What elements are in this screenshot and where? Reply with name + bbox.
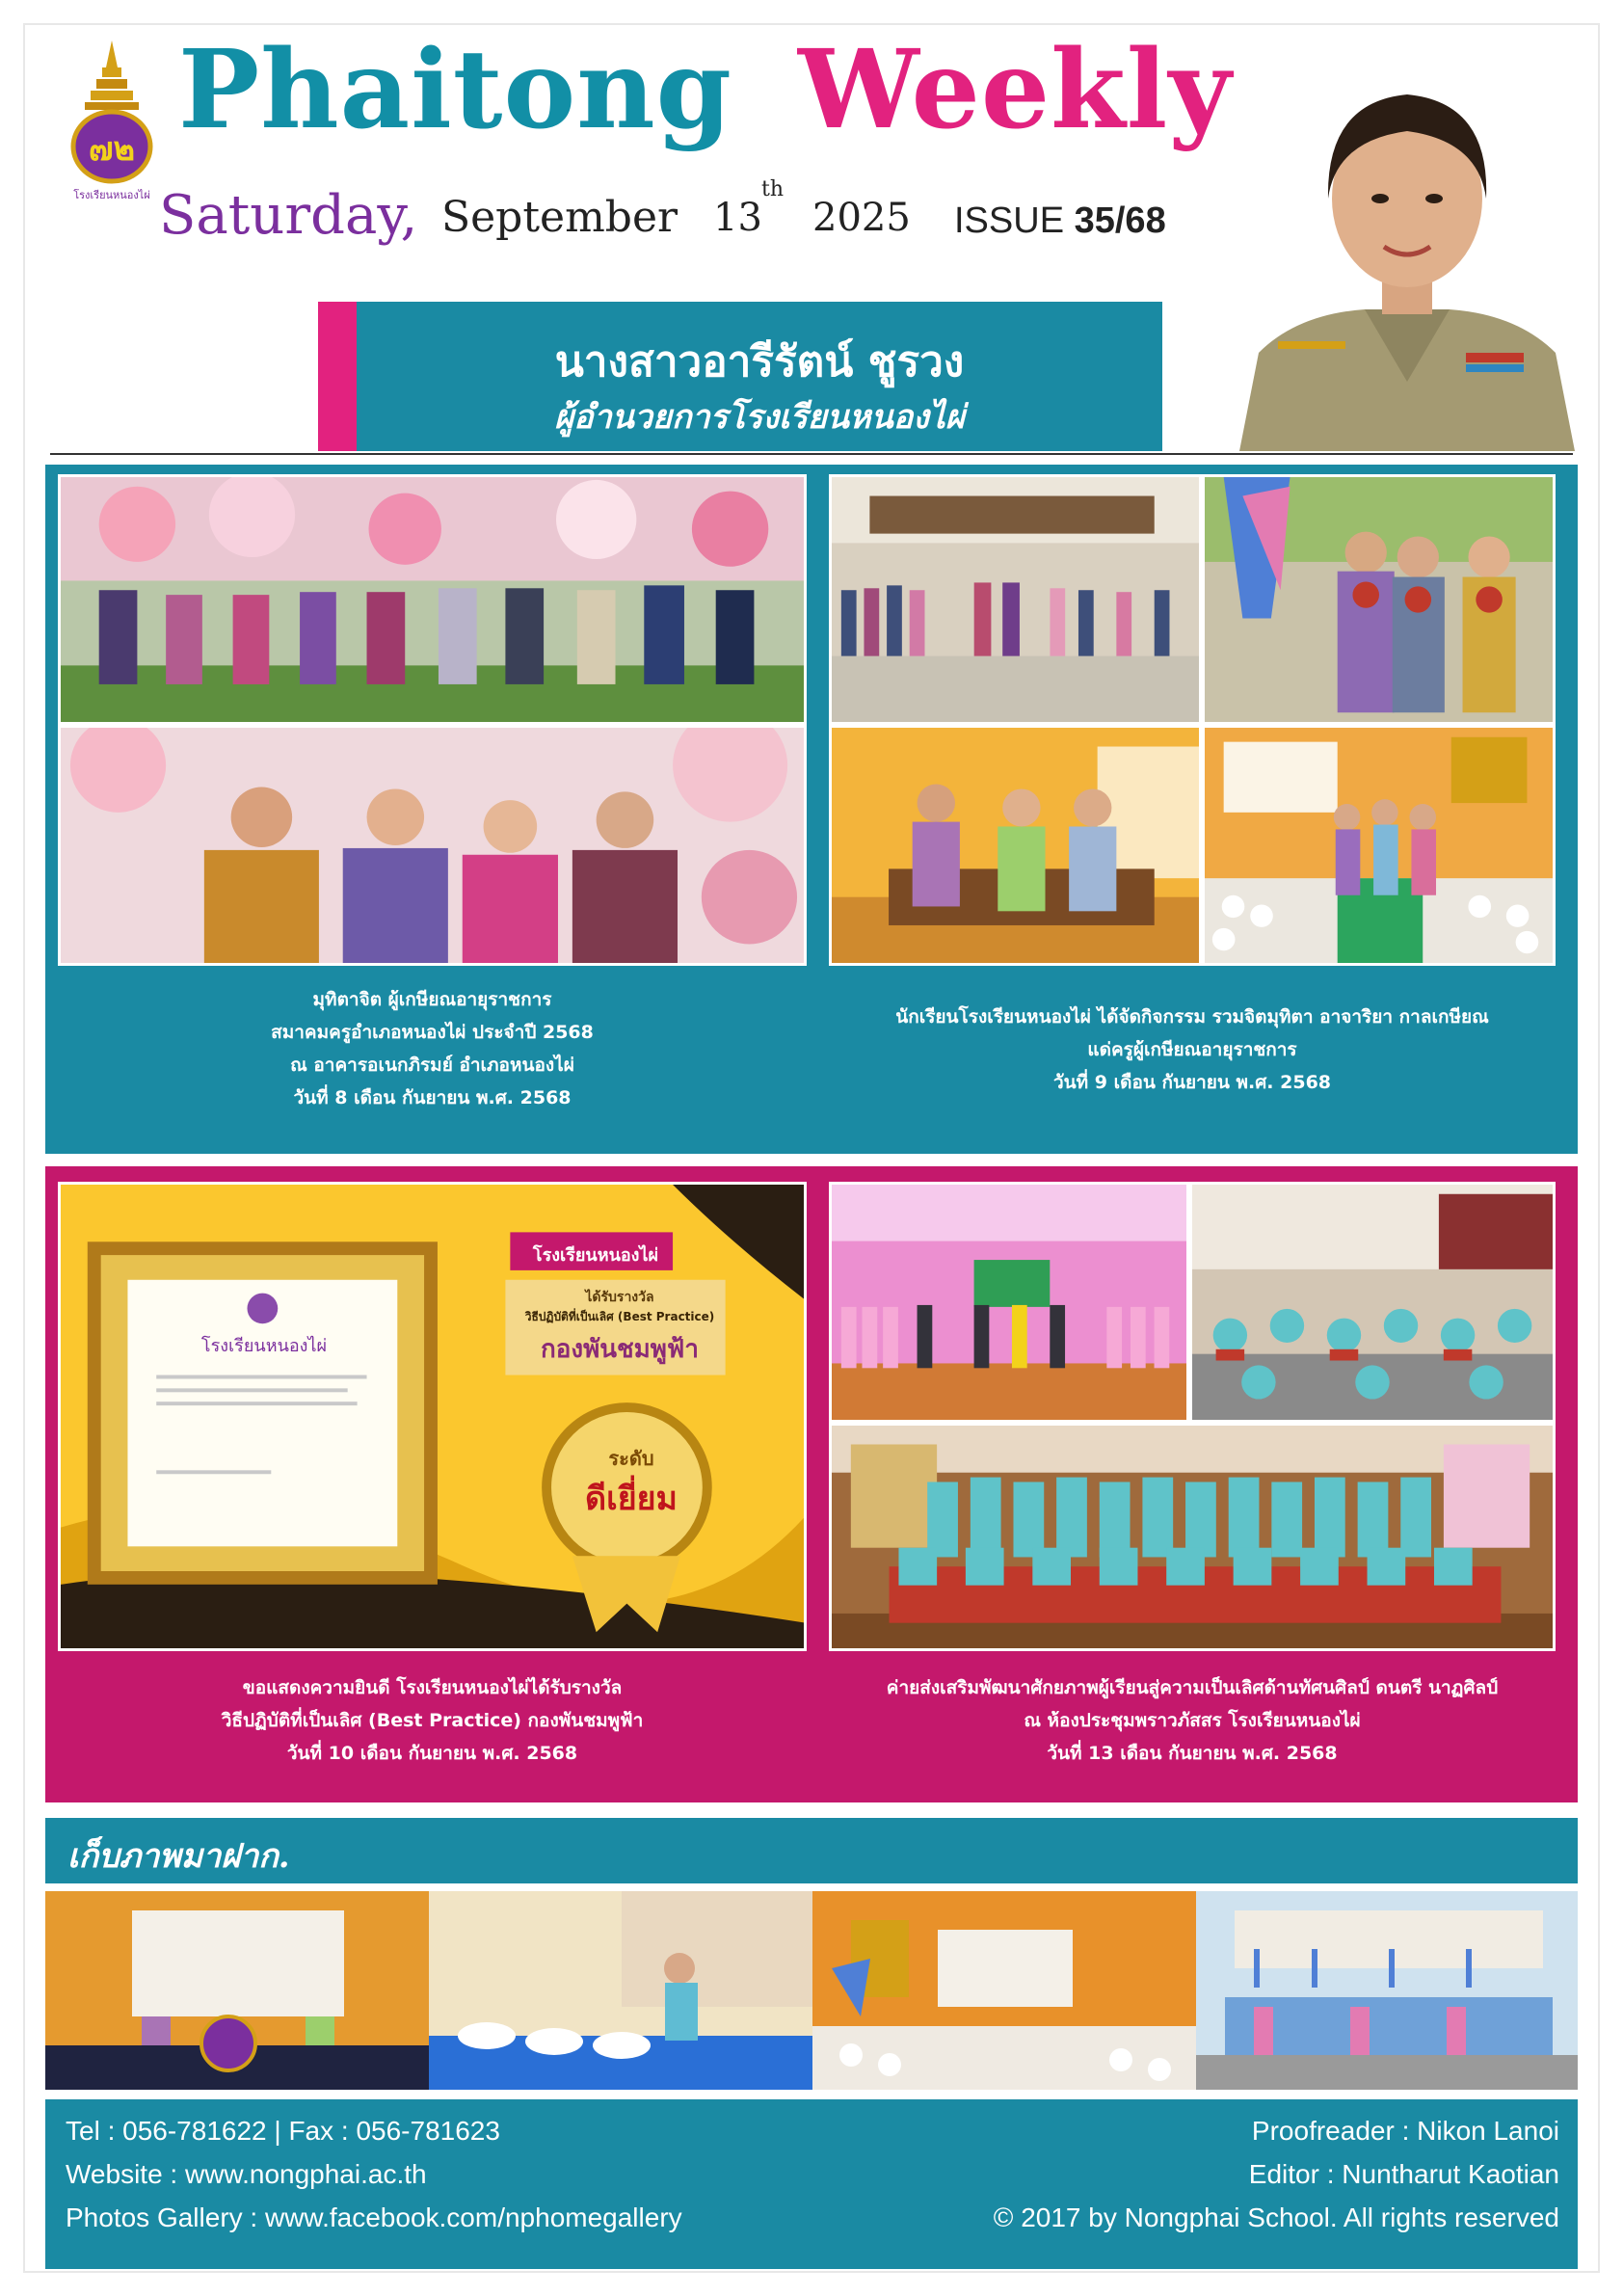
gallery-photo-group-outdoor	[1196, 1891, 1578, 2090]
photo-camp-stage	[829, 1182, 1189, 1423]
footer-editor: Editor : Nuntharut Kaotian	[1248, 2159, 1559, 2189]
photo-camp-dance-practice	[1189, 1182, 1556, 1423]
director-name: นางสาวอารีรัตน์ ชูรวง	[554, 337, 965, 387]
issue-month: September	[441, 193, 678, 242]
issue-day: Saturday,	[159, 184, 418, 247]
director-name-accent-bar	[318, 302, 357, 451]
caption-student-tribute: นักเรียนโรงเรียนหนองไผ่ ได้จัดกิจกรรม รวมจิตมุทิตา อาจาริยา กาลเกษียณ แด่ครูผู้เกษียณอายุราชการ วันที่ 9 เดือน กันยายน พ.ศ. 2568	[895, 1006, 1489, 1093]
svg-text:๗๒: ๗๒	[89, 130, 135, 169]
caption-award: ขอแสดงความยินดี โรงเรียนหนองไผ่ได้รับรางวัล วิธีปฏิบัติที่เป็นเลิศ (Best Practice) กองพันชมพูฟ้า วันที่ 10 เดือน กันยายน พ.ศ. 2568	[221, 1677, 644, 1764]
footer-website[interactable]: Website : www.nongphai.ac.th	[66, 2159, 427, 2189]
director-portrait	[1220, 35, 1594, 451]
award-level-label: ระดับ	[608, 1447, 654, 1470]
photo-retirement-closeup	[58, 725, 807, 966]
award-received-label: ได้รับรางวัล	[585, 1290, 654, 1305]
issue-date-number: 13	[713, 196, 762, 240]
award-school-label: โรงเรียนหนองไผ่	[532, 1245, 659, 1266]
gallery-photo-hall	[812, 1891, 1196, 2090]
award-level: ดีเยี่ยม	[585, 1480, 678, 1518]
school-logo	[64, 39, 160, 212]
photo-teachers-flowers	[1202, 474, 1556, 725]
gallery-photo-students-bow	[429, 1891, 812, 2090]
caption-retirement-association: มุทิตาจิต ผู้เกษียณอายุราชการ สมาคมครูอำเภอหนองไผ่ ประจำปี 2568 ณ อาคารอเนกภิรมย์ อำเภอหนองไผ่ วันที่ 8 เดือน กันยายน พ.ศ. 2568	[271, 989, 594, 1108]
issue-value: 35/68	[1074, 200, 1166, 241]
logo-caption: โรงเรียนหนองไผ่	[73, 189, 150, 201]
issue-year: 2025	[812, 196, 911, 240]
photo-camp-group	[829, 1423, 1556, 1651]
issue-label: ISSUE	[954, 200, 1065, 241]
footer-contact-phone: Tel : 056-781622 | Fax : 056-781623	[66, 2116, 500, 2146]
footer-proofreader: Proofreader : Nikon Lanoi	[1251, 2116, 1559, 2146]
certificate-school-name: โรงเรียนหนองไผ่	[200, 1336, 328, 1356]
footer-photos-gallery[interactable]: Photos Gallery : www.facebook.com/nphomegallery	[66, 2203, 682, 2232]
masthead-title-part1: Phaitong	[178, 27, 732, 153]
photo-students-lineup	[829, 474, 1202, 725]
photo-teachers-seated	[829, 725, 1202, 966]
header-rule	[50, 453, 1573, 455]
award-project-name: กองพันชมพูฟ้า	[541, 1335, 699, 1364]
photo-retirement-group	[58, 474, 807, 725]
caption-arts-camp: ค่ายส่งเสริมพัฒนาศักยภาพผู้เรียนสู่ความเป็นเลิศด้านทัศนศิลป์ ดนตรี นาฏศิลป์ ณ ห้องประชุมพราวภัสสร โรงเรียนหนองไผ่ วันที่ 13 เดือน กันยายน พ.ศ. 2568	[886, 1677, 1499, 1764]
photo-hall-procession	[1202, 725, 1556, 966]
award-category: วิธีปฏิบัติที่เป็นเลิศ (Best Practice)	[524, 1310, 715, 1323]
footer-copyright: © 2017 by Nongphai School. All rights reserved	[993, 2203, 1559, 2232]
award-poster	[58, 1182, 807, 1651]
gallery-photo-stage	[45, 1891, 429, 2090]
masthead-title-part2: Weekly	[798, 27, 1233, 153]
issue-number	[954, 202, 1166, 239]
director-title: ผู้อำนวยการโรงเรียนหนองไผ่	[554, 398, 965, 437]
issue-date-suffix: th	[761, 177, 785, 201]
gallery-title: เก็บภาพมาฝาก.	[67, 1837, 290, 1876]
